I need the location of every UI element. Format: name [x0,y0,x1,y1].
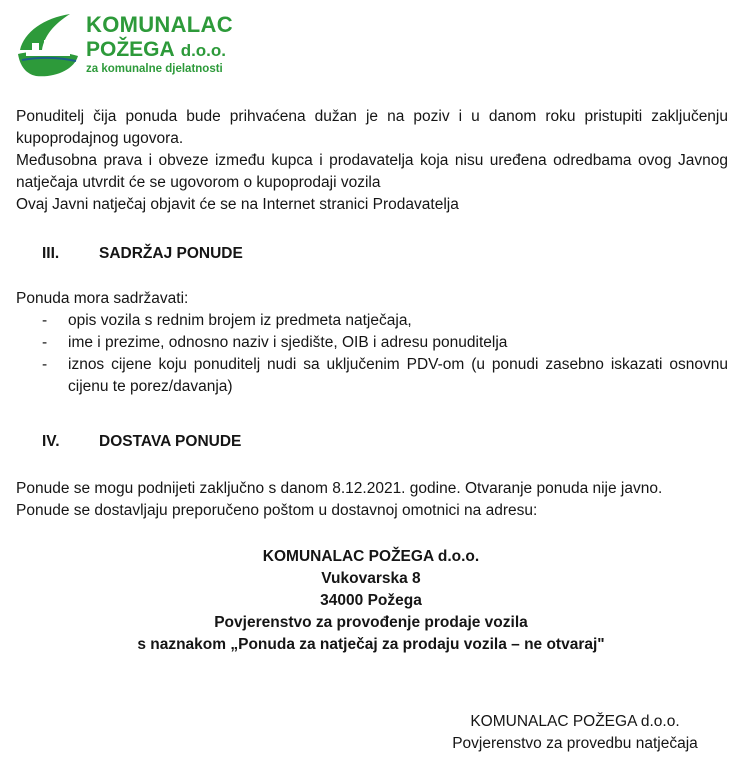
signature-company: KOMUNALAC POŽEGA d.o.o. [470,713,680,730]
address-marking: s naznakom „Ponuda za natječaj za prodaju vozila – ne otvaraj" [137,636,605,653]
list-item [16,332,728,354]
list-item [16,354,728,398]
delivery-address [0,546,742,656]
intro-text [16,106,728,216]
address-city: 34000 Požega [320,592,422,609]
list-item [16,310,728,332]
komunalac-logo-icon [14,10,84,78]
company-logo [14,10,264,80]
paragraph-rights: Međusobna prava i obveze između kupca i prodavatelja koja nisu uređena odredbama ovog Javnog natječaja utvrdit će se ugovorom o kupoprodaji vozila [16,152,728,191]
list-item-text: ime i prezime, odnosno naziv i sjedište, OIB i adresu ponuditelja [68,334,508,351]
section-content-body [16,288,728,398]
dash-bullet: - [42,312,48,329]
section-number: III. [42,245,60,262]
logo-name: KOMUNALAC [86,12,233,37]
requirements-list [16,310,728,398]
section-heading-content [42,243,243,265]
address-committee: Povjerenstvo za provođenje prodaje vozila [214,614,528,631]
section-title: DOSTAVA PONUDE [99,433,242,450]
section-heading-delivery [42,431,241,453]
signature-block [430,711,720,755]
section-lead: Ponuda mora sadržavati: [16,290,189,307]
logo-city-name: POŽEGA [86,38,175,61]
dash-bullet: - [42,334,48,351]
paragraph-obligation: Ponuditelj čija ponuda bude prihvaćena dužan je na poziv i u danom roku pristupiti zaključenju kupoprodajnog ugovora. [16,108,728,147]
list-item-text: opis vozila s rednim brojem iz predmeta natječaja, [68,312,412,329]
section-title: SADRŽAJ PONUDE [99,245,243,262]
section-delivery-body [16,478,728,522]
section-number: IV. [42,433,60,450]
address-company: KOMUNALAC POŽEGA d.o.o. [262,548,480,565]
logo-suffix: d.o.o. [180,41,227,60]
paragraph-publication: Ovaj Javni natječaj objavit će se na Internet stranici Prodavatelja [16,196,459,213]
paragraph-delivery-method: Ponude se dostavljaju preporučeno poštom u dostavnoj omotnici na adresu: [16,502,538,519]
address-street: Vukovarska 8 [321,570,421,587]
signature-committee: Povjerenstvo za provedbu natječaja [452,735,698,752]
list-item-text: iznos cijene koju ponuditelj nudi sa uključenim PDV-om (u ponudi zasebno iskazati osnovnu cijenu te porez/davanja) [68,356,728,395]
logo-subtitle: za komunalne djelatnosti [86,63,223,75]
dash-bullet: - [42,356,48,373]
paragraph-deadline: Ponude se mogu podnijeti zaključno s danom 8.12.2021. godine. Otvaranje ponuda nije javno. [16,480,663,497]
logo-city [86,38,226,63]
